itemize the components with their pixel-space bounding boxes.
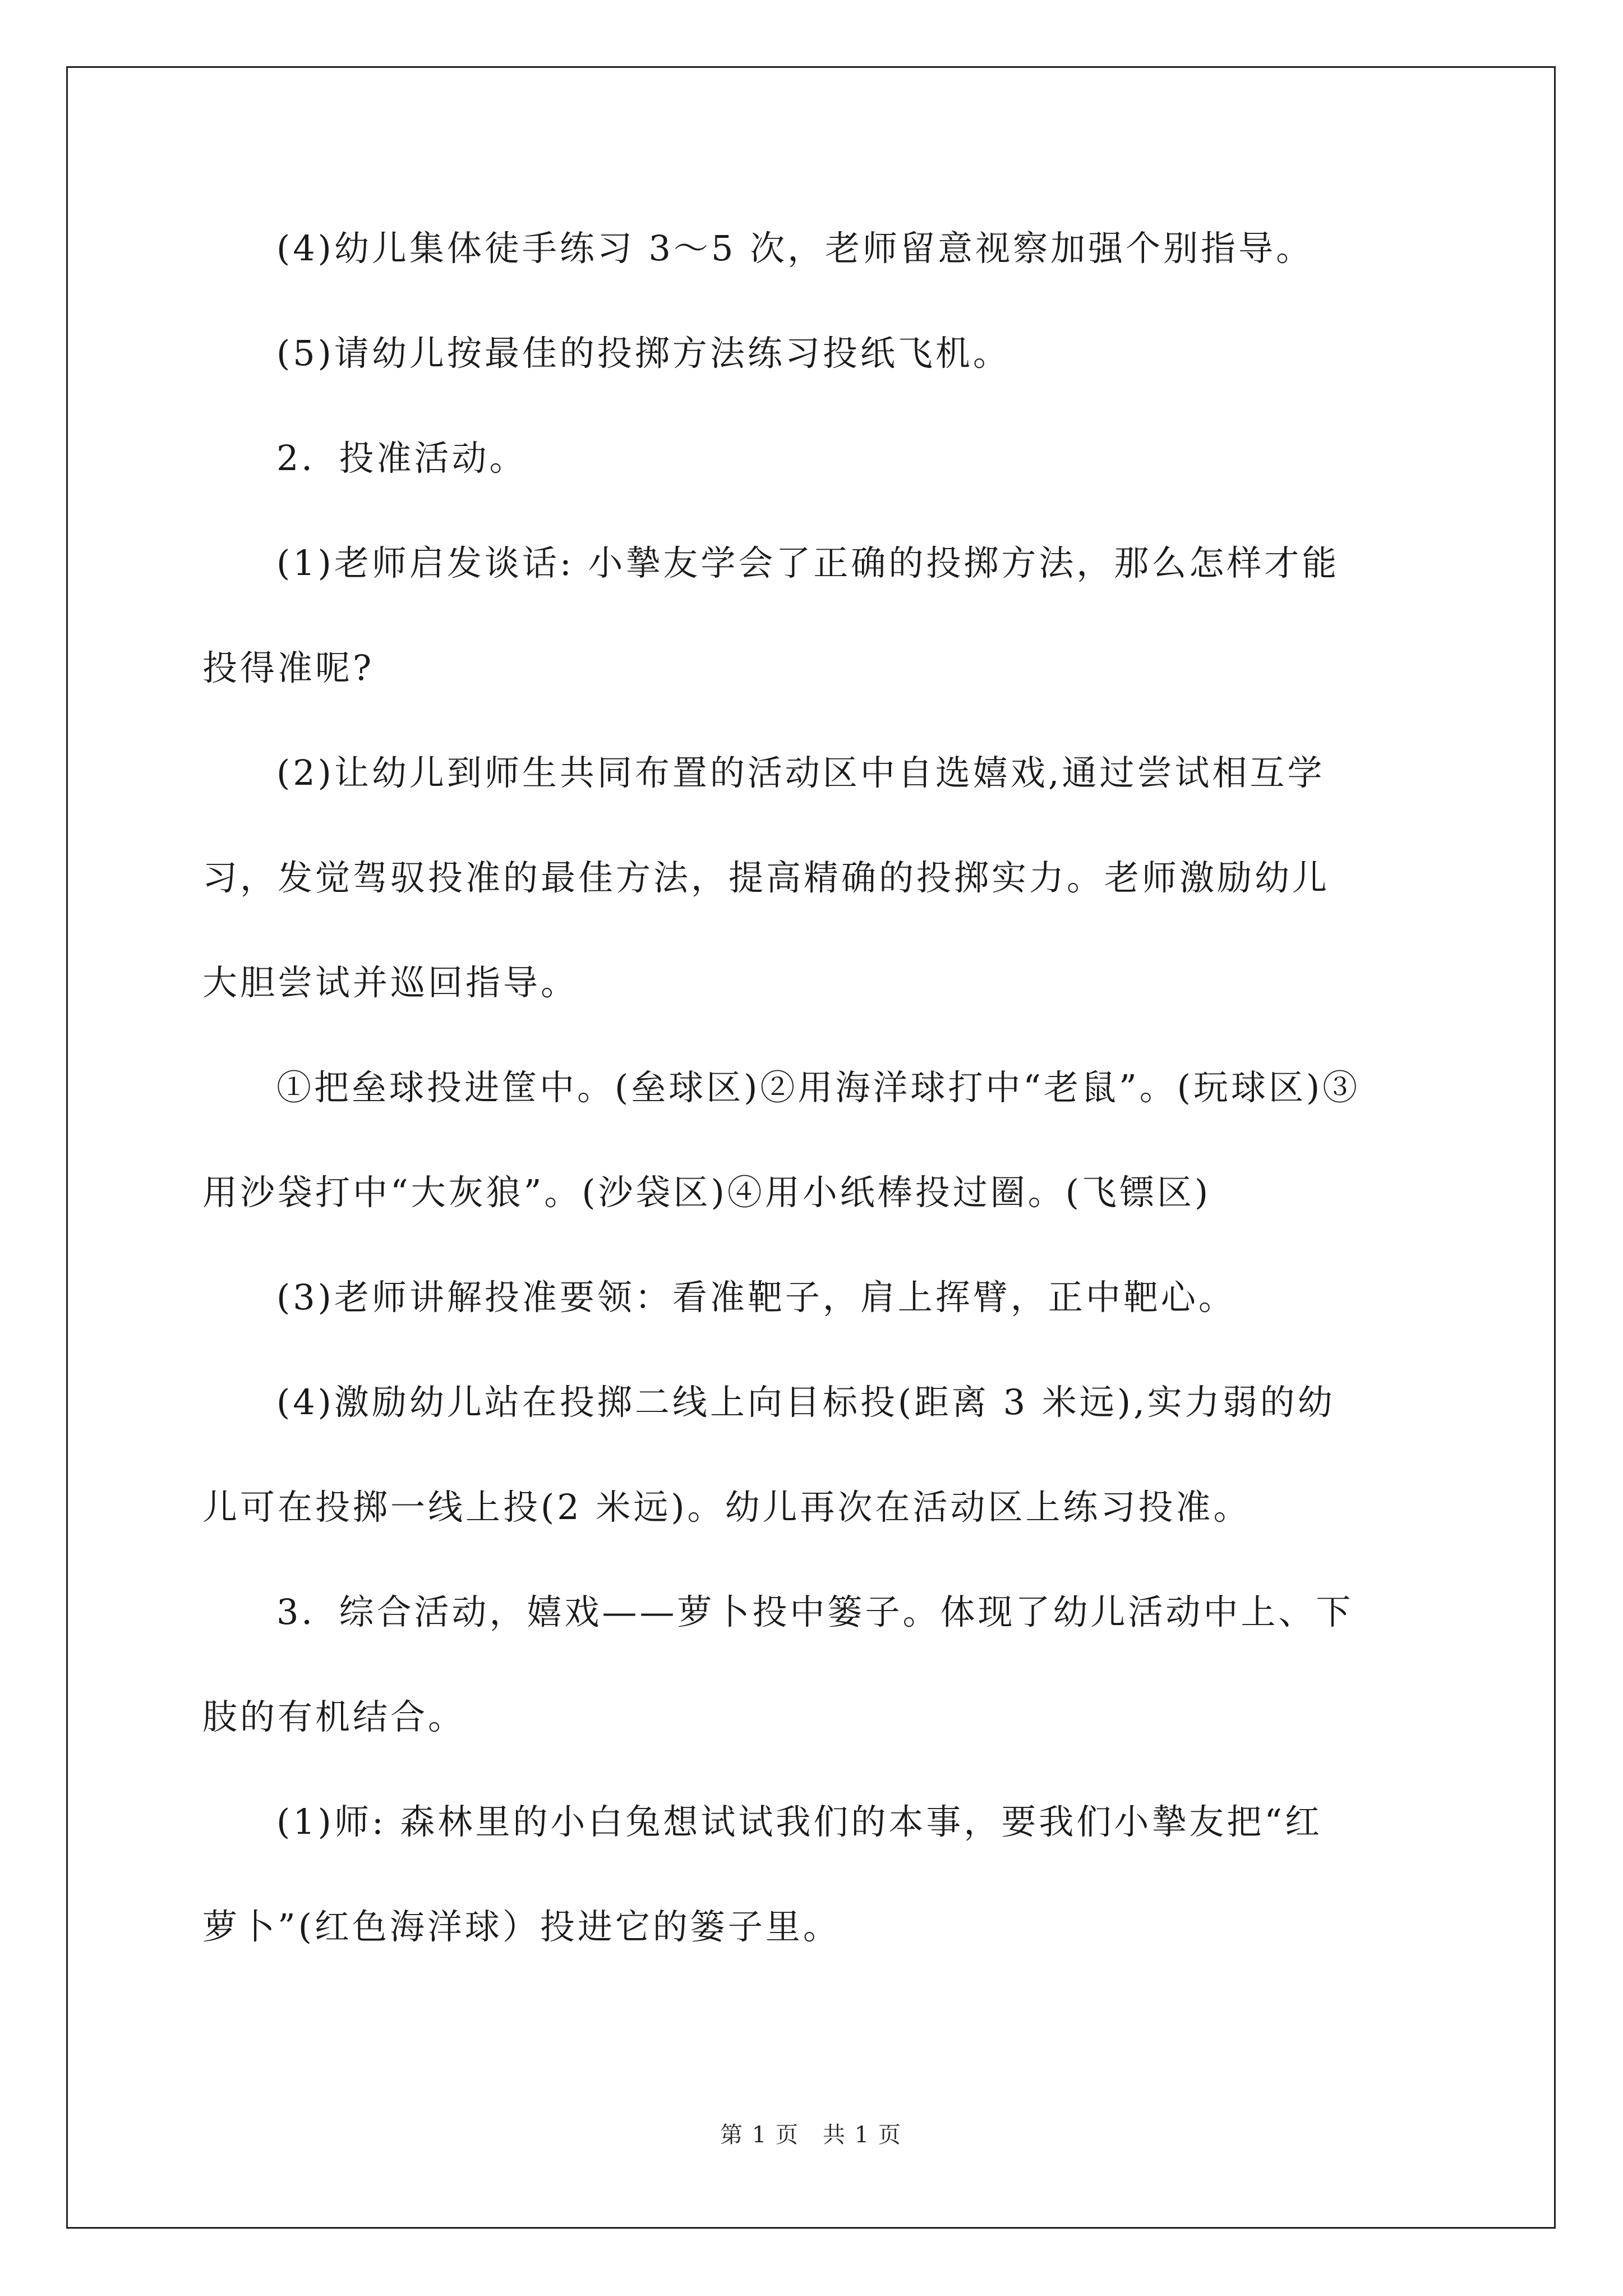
paragraph-line: 投得准呢? (202, 647, 375, 688)
paragraph-line: 大胆尝试并巡回指导。 (202, 962, 579, 1003)
page-number-footer: 第 1 页 共 1 页 (720, 2122, 902, 2148)
paragraph-line: (4)幼儿集体徒手练习 3～5 次，老师留意视察加强个别指导。 (276, 228, 1314, 269)
paragraph-line: (1)老师启发谈话: 小摯友学会了正确的投掷方法，那么怎样才能 (276, 542, 1340, 583)
paragraph-line: 肢的有机结合。 (202, 1696, 466, 1737)
paragraph-line: (3)老师讲解投准要领：看准靶子，肩上挥臂，正中靶心。 (276, 1277, 1236, 1318)
paragraph-line: (2)让幼儿到师生共同布置的活动区中自选嬉戏,通过尝试相互学 (276, 752, 1325, 793)
paragraph-line: (5)请幼儿按最佳的投掷方法练习投纸飞机。 (276, 333, 1011, 374)
paragraph-line: 2．投准活动。 (276, 438, 527, 478)
paragraph-line: ①把垒球投进筐中。(垒球区)②用海洋球打中“老鼠”。(玩球区)③ (276, 1067, 1361, 1108)
paragraph-line: (1)师: 森林里的小白兔想试试我们的本事，要我们小摯友把“红 (276, 1801, 1323, 1842)
paragraph-line: 萝卜”(红色海洋球）投进它的篓子里。 (202, 1906, 841, 1947)
paragraph-line: 儿可在投掷一线上投(2 米远)。幼儿再次在活动区上练习投准。 (202, 1487, 1251, 1527)
paragraph-line: (4)激励幼儿站在投掷二线上向目标投(距离 3 米远),实力弱的幼 (276, 1382, 1335, 1423)
page-border (66, 66, 1556, 2229)
paragraph-line: 3．综合活动，嬉戏——萝卜投中篓子。体现了幼儿活动中上、下 (276, 1591, 1354, 1632)
paragraph-line: 用沙袋打中“大灰狼”。(沙袋区)④用小纸棒投过圈。(飞镖区) (202, 1172, 1211, 1213)
paragraph-line: 习，发觉驾驭投准的最佳方法，提高精确的投掷实力。老师激励幼儿 (202, 857, 1330, 898)
